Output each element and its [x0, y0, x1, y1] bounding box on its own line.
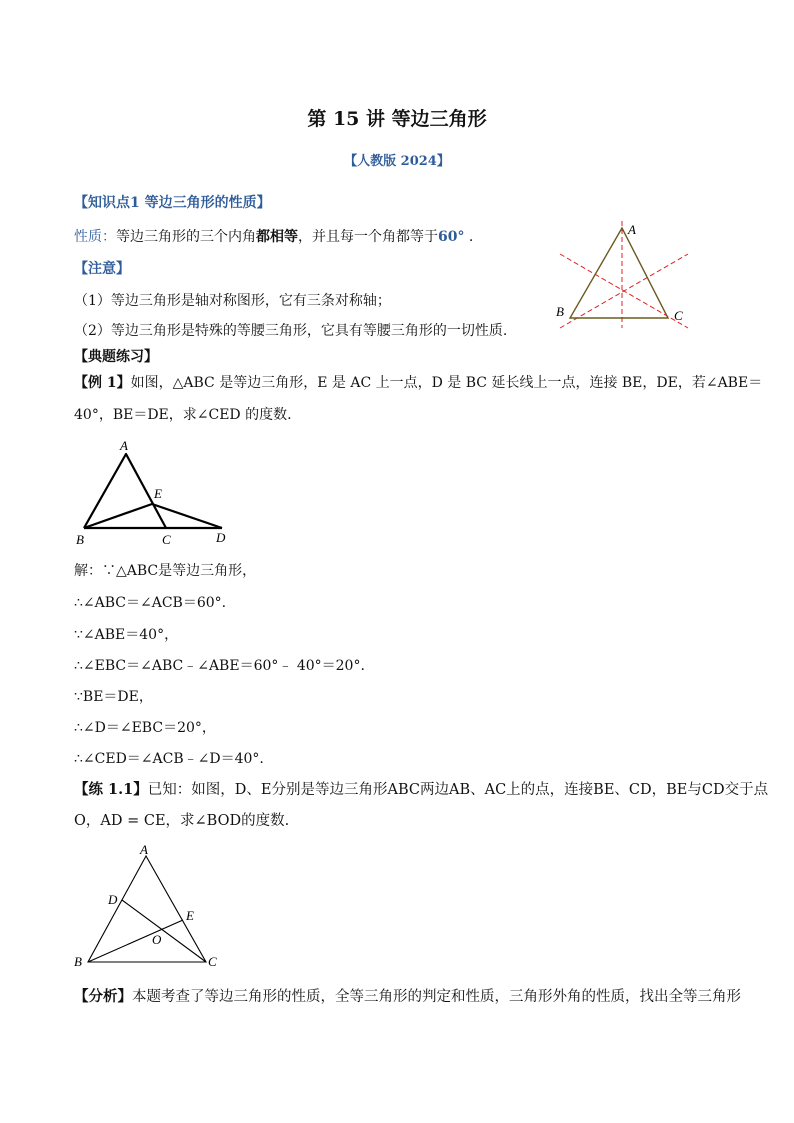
fig3-label-b: B: [74, 954, 82, 969]
solution-line-2: ∴∠ABC＝∠ACB＝60°.: [74, 595, 227, 611]
exercise1-figure: [70, 842, 230, 974]
example1-line1: [74, 372, 762, 394]
property-line: [74, 226, 473, 248]
fig3-label-o: O: [152, 932, 162, 947]
fig3-label-c: C: [208, 954, 217, 969]
fig2-label-a: A: [120, 438, 128, 453]
property-end: .: [464, 229, 474, 245]
note-1: （1）等边三角形是轴对称图形，它有三条对称轴；: [74, 293, 391, 309]
example1-label: 【例 1】: [74, 375, 131, 391]
solution-line-1: 解：∵△ABC是等边三角形，: [74, 563, 257, 579]
exercise1-label: 【练 1.1】: [74, 781, 148, 798]
property-bold: 都相等: [256, 229, 298, 245]
equilateral-triangle-figure: [548, 218, 698, 340]
solution-line-6: ∴∠D＝∠EBC＝20°，: [74, 720, 216, 736]
fig2-line-be: [84, 504, 152, 528]
fig2-label-d: D: [216, 530, 226, 545]
fig2-line-ed: [152, 504, 222, 528]
fig1-label-c: C: [674, 308, 683, 323]
fig2-label-c: C: [162, 532, 171, 547]
example1-figure: [70, 434, 240, 550]
edition-label: 【人教版 2024】: [344, 154, 450, 169]
practice-heading: 【典题练习】: [74, 349, 158, 365]
fig1-label-b: B: [556, 304, 564, 319]
exercise1-line1: [74, 779, 768, 801]
property-label: 性质：: [74, 229, 116, 245]
property-text: 等边三角形的三个内角: [116, 229, 256, 245]
solution-line-4: ∴∠EBC＝∠ABC﹣∠ABE＝60°﹣ 40°＝20°.: [74, 658, 365, 674]
example1-text1: 如图，△ABC 是等边三角形，E 是 AC 上一点，D 是 BC 延长线上一点，连接 BE，DE，若∠ABE＝: [130, 375, 763, 391]
example1-line2: 40°，BE＝DE，求∠CED 的度数.: [74, 407, 292, 423]
fig1-label-a: A: [628, 222, 636, 237]
analysis-label: 【分析】: [74, 988, 132, 1005]
fig2-label-b: B: [76, 532, 84, 547]
fig3-label-a: A: [140, 842, 148, 857]
analysis-text: 本题考查了等边三角形的性质，全等三角形的判定和性质，三角形外角的性质，找出全等三角形: [132, 989, 741, 1005]
solution-line-5: ∵BE＝DE，: [74, 689, 153, 705]
symmetry-axis-right: [560, 254, 688, 328]
solution-line-7: ∴∠CED＝∠ACB﹣∠D＝40°.: [74, 751, 264, 767]
fig3-label-e: E: [186, 908, 194, 923]
note-heading: 【注意】: [74, 261, 130, 277]
analysis-line: [74, 986, 741, 1008]
triangle-abc: [570, 228, 668, 318]
page-title: 第 15 讲 等边三角形: [307, 108, 487, 130]
exercise1-line2: O，AD = CE，求∠BOD的度数.: [74, 813, 290, 829]
fig3-line-be: [88, 920, 183, 962]
fig3-label-d: D: [108, 892, 118, 907]
exercise1-text1: 已知：如图，D、E分别是等边三角形ABC两边AB、AC上的点，连接BE、CD，BE与CD交于点: [147, 782, 769, 798]
section-heading: 【知识点1 等边三角形的性质】: [74, 195, 271, 211]
property-text2: ，并且每一个角都等于: [298, 229, 438, 245]
note-2: （2）等边三角形是特殊的等腰三角形，它具有等腰三角形的一切性质.: [74, 323, 508, 339]
fig2-label-e: E: [154, 486, 162, 501]
solution-line-3: ∵∠ABE＝40°，: [74, 627, 179, 643]
property-value: 60°: [438, 229, 465, 245]
